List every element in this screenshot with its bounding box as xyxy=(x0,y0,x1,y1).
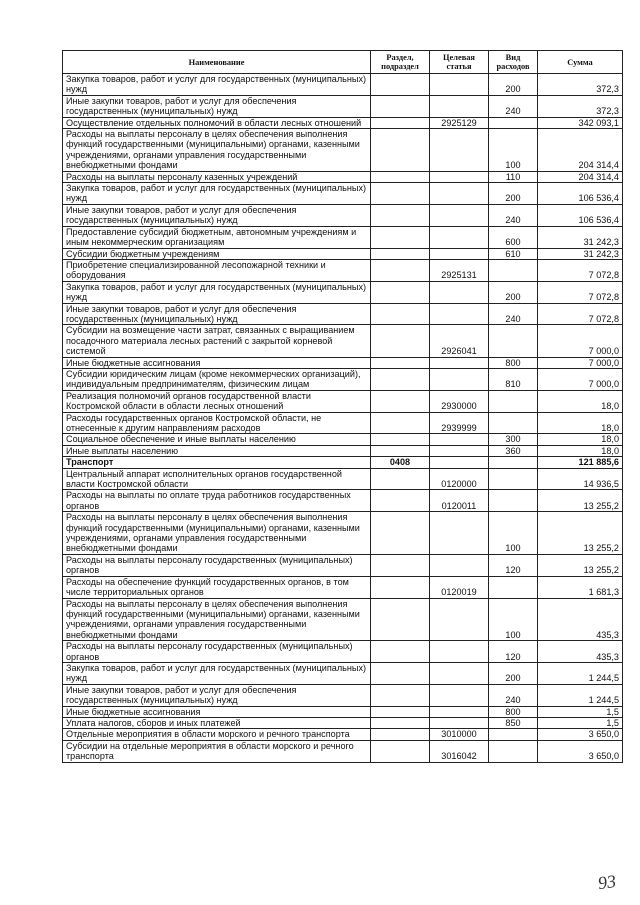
cell-target xyxy=(430,512,489,555)
cell-sum: 435,3 xyxy=(538,598,623,641)
table-row xyxy=(63,554,623,576)
cell-type: 850 xyxy=(489,717,538,728)
cell-name: Субсидии юридическим лицам (кроме некоммерческих организаций), индивидуальным предпринимателям, физическим лицам xyxy=(63,368,371,390)
cell-sum: 1 244,5 xyxy=(538,684,623,706)
table-row xyxy=(63,390,623,412)
cell-sum: 3 650,0 xyxy=(538,729,623,740)
cell-section xyxy=(371,95,430,117)
table-row xyxy=(63,281,623,303)
table-row xyxy=(63,706,623,717)
cell-section xyxy=(371,248,430,259)
cell-section xyxy=(371,204,430,226)
table-row xyxy=(63,684,623,706)
cell-type xyxy=(489,490,538,512)
cell-name: Закупка товаров, работ и услуг для государственных (муниципальных) нужд xyxy=(63,281,371,303)
cell-target xyxy=(430,662,489,684)
cell-target: 0120011 xyxy=(430,490,489,512)
cell-name: Приобретение специализированной лесопожарной техники и оборудования xyxy=(63,259,371,281)
table-row xyxy=(63,490,623,512)
cell-section xyxy=(371,468,430,490)
cell-section xyxy=(371,390,430,412)
cell-target xyxy=(430,95,489,117)
cell-sum: 18,0 xyxy=(538,434,623,445)
table-row xyxy=(63,204,623,226)
cell-type: 360 xyxy=(489,445,538,456)
cell-name: Иные закупки товаров, работ и услуг для обеспечения государственных (муниципальных) нужд xyxy=(63,303,371,325)
cell-sum: 13 255,2 xyxy=(538,490,623,512)
table-row xyxy=(63,468,623,490)
cell-section xyxy=(371,281,430,303)
cell-section xyxy=(371,717,430,728)
cell-type: 100 xyxy=(489,598,538,641)
cell-name: Расходы на обеспечение функций государственных органов, в том числе территориальных органов xyxy=(63,576,371,598)
cell-target: 2926041 xyxy=(430,325,489,357)
cell-target xyxy=(430,434,489,445)
cell-name: Расходы на выплаты по оплате труда работников государственных органов xyxy=(63,490,371,512)
cell-section xyxy=(371,445,430,456)
cell-name: Расходы на выплаты персоналу государственных (муниципальных) органов xyxy=(63,554,371,576)
cell-section xyxy=(371,512,430,555)
cell-type: 610 xyxy=(489,248,538,259)
cell-target: 2925131 xyxy=(430,259,489,281)
budget-table-sheet xyxy=(62,50,622,763)
cell-type: 100 xyxy=(489,129,538,172)
cell-type: 100 xyxy=(489,512,538,555)
cell-type xyxy=(489,117,538,128)
cell-section xyxy=(371,740,430,762)
cell-type: 240 xyxy=(489,204,538,226)
cell-section xyxy=(371,662,430,684)
cell-sum: 435,3 xyxy=(538,641,623,663)
cell-name: Осуществление отдельных полномочий в области лесных отношений xyxy=(63,117,371,128)
cell-sum: 1,5 xyxy=(538,717,623,728)
cell-type xyxy=(489,729,538,740)
cell-target: 0120019 xyxy=(430,576,489,598)
cell-name: Центральный аппарат исполнительных органов государственной власти Костромской области xyxy=(63,468,371,490)
cell-type: 200 xyxy=(489,662,538,684)
cell-section xyxy=(371,641,430,663)
cell-sum: 18,0 xyxy=(538,390,623,412)
cell-target xyxy=(430,554,489,576)
cell-section xyxy=(371,183,430,205)
table-row xyxy=(63,412,623,434)
table-row xyxy=(63,248,623,259)
cell-sum: 18,0 xyxy=(538,412,623,434)
cell-section xyxy=(371,412,430,434)
header-sum: Сумма xyxy=(538,51,623,74)
cell-target xyxy=(430,129,489,172)
table-row xyxy=(63,598,623,641)
cell-target xyxy=(430,457,489,468)
cell-type: 800 xyxy=(489,706,538,717)
cell-name: Предоставление субсидий бюджетным, автономным учреждениям и иным некоммерческим организациям xyxy=(63,226,371,248)
table-row xyxy=(63,129,623,172)
header-name: Наименование xyxy=(63,51,371,74)
cell-sum: 7 072,8 xyxy=(538,303,623,325)
cell-name: Иные закупки товаров, работ и услуг для обеспечения государственных (муниципальных) нужд xyxy=(63,95,371,117)
cell-target xyxy=(430,183,489,205)
cell-sum: 1 681,3 xyxy=(538,576,623,598)
cell-type xyxy=(489,740,538,762)
cell-sum: 13 255,2 xyxy=(538,512,623,555)
cell-sum: 121 885,6 xyxy=(538,457,623,468)
cell-sum: 342 093,1 xyxy=(538,117,623,128)
cell-type: 300 xyxy=(489,434,538,445)
cell-name: Транспорт xyxy=(63,457,371,468)
table-row xyxy=(63,445,623,456)
table-row xyxy=(63,368,623,390)
cell-sum: 372,3 xyxy=(538,95,623,117)
cell-section xyxy=(371,303,430,325)
cell-target xyxy=(430,281,489,303)
cell-type: 200 xyxy=(489,74,538,96)
table-row xyxy=(63,740,623,762)
cell-type: 120 xyxy=(489,554,538,576)
table-row xyxy=(63,171,623,182)
cell-name: Расходы на выплаты персоналу в целях обеспечения выполнения функций государственными (муниципальными) органами, казенными учреждениями, органами управления государственными внебюджетными фондами xyxy=(63,129,371,172)
cell-sum: 7 000,0 xyxy=(538,368,623,390)
cell-target: 2930000 xyxy=(430,390,489,412)
table-row xyxy=(63,117,623,128)
cell-section: 0408 xyxy=(371,457,430,468)
table-row xyxy=(63,457,623,468)
cell-target: 2925129 xyxy=(430,117,489,128)
table-row xyxy=(63,183,623,205)
cell-type xyxy=(489,390,538,412)
table-row xyxy=(63,662,623,684)
cell-type: 240 xyxy=(489,303,538,325)
cell-sum: 7 000,0 xyxy=(538,325,623,357)
cell-type xyxy=(489,412,538,434)
table-row xyxy=(63,303,623,325)
cell-target xyxy=(430,706,489,717)
cell-section xyxy=(371,554,430,576)
cell-target xyxy=(430,74,489,96)
cell-sum: 31 242,3 xyxy=(538,248,623,259)
table-row xyxy=(63,576,623,598)
table-row xyxy=(63,717,623,728)
cell-sum: 13 255,2 xyxy=(538,554,623,576)
cell-name: Расходы на выплаты персоналу в целях обеспечения выполнения функций государственными (муниципальными) органами, казенными учреждениями, органами управления государственными внебюджетными фондами xyxy=(63,512,371,555)
header-target: Целевая статья xyxy=(430,51,489,74)
table-row xyxy=(63,325,623,357)
cell-type xyxy=(489,576,538,598)
cell-name: Расходы на выплаты персоналу государственных (муниципальных) органов xyxy=(63,641,371,663)
cell-sum: 3 650,0 xyxy=(538,740,623,762)
cell-target: 2939999 xyxy=(430,412,489,434)
table-row xyxy=(63,434,623,445)
cell-name: Закупка товаров, работ и услуг для государственных (муниципальных) нужд xyxy=(63,183,371,205)
cell-target xyxy=(430,684,489,706)
cell-type: 600 xyxy=(489,226,538,248)
cell-section xyxy=(371,684,430,706)
table-row xyxy=(63,729,623,740)
cell-name: Субсидии на возмещение части затрат, связанных с выращиванием посадочного материала лесных растений с закрытой корневой системой xyxy=(63,325,371,357)
cell-sum: 31 242,3 xyxy=(538,226,623,248)
cell-target xyxy=(430,303,489,325)
table-row xyxy=(63,357,623,368)
cell-name: Расходы государственных органов Костромской области, не отнесенные к другим направлениям расходов xyxy=(63,412,371,434)
cell-name: Закупка товаров, работ и услуг для государственных (муниципальных) нужд xyxy=(63,74,371,96)
cell-target xyxy=(430,248,489,259)
cell-type: 120 xyxy=(489,641,538,663)
cell-name: Иные выплаты населению xyxy=(63,445,371,456)
cell-name: Отдельные мероприятия в области морского и речного транспорта xyxy=(63,729,371,740)
cell-type: 200 xyxy=(489,183,538,205)
cell-name: Закупка товаров, работ и услуг для государственных (муниципальных) нужд xyxy=(63,662,371,684)
cell-section xyxy=(371,117,430,128)
cell-target xyxy=(430,357,489,368)
cell-section xyxy=(371,325,430,357)
cell-target: 0120000 xyxy=(430,468,489,490)
budget-table xyxy=(62,50,623,763)
cell-target: 3016042 xyxy=(430,740,489,762)
cell-type xyxy=(489,325,538,357)
cell-type: 110 xyxy=(489,171,538,182)
cell-name: Иные бюджетные ассигнования xyxy=(63,357,371,368)
cell-section xyxy=(371,171,430,182)
cell-name: Расходы на выплаты персоналу казенных учреждений xyxy=(63,171,371,182)
cell-sum: 7 072,8 xyxy=(538,281,623,303)
cell-name: Расходы на выплаты персоналу в целях обеспечения выполнения функций государственными (муниципальными) органами, казенными учреждениями, органами управления государственными внебюджетными фондами xyxy=(63,598,371,641)
cell-target xyxy=(430,171,489,182)
cell-target xyxy=(430,368,489,390)
cell-section xyxy=(371,74,430,96)
table-row xyxy=(63,641,623,663)
cell-name: Иные бюджетные ассигнования xyxy=(63,706,371,717)
table-header-row xyxy=(63,51,623,74)
table-body xyxy=(63,74,623,763)
table-row xyxy=(63,226,623,248)
cell-name: Реализация полномочий органов государственной власти Костромской области в области лесных отношений xyxy=(63,390,371,412)
cell-type: 810 xyxy=(489,368,538,390)
cell-section xyxy=(371,368,430,390)
table-row xyxy=(63,95,623,117)
cell-type: 800 xyxy=(489,357,538,368)
cell-target xyxy=(430,204,489,226)
cell-sum: 372,3 xyxy=(538,74,623,96)
cell-sum: 1,5 xyxy=(538,706,623,717)
cell-name: Иные закупки товаров, работ и услуг для обеспечения государственных (муниципальных) нужд xyxy=(63,204,371,226)
cell-section xyxy=(371,598,430,641)
cell-section xyxy=(371,490,430,512)
table-row xyxy=(63,74,623,96)
cell-name: Социальное обеспечение и иные выплаты населению xyxy=(63,434,371,445)
cell-target xyxy=(430,598,489,641)
cell-target xyxy=(430,445,489,456)
cell-sum: 1 244,5 xyxy=(538,662,623,684)
cell-type: 240 xyxy=(489,684,538,706)
cell-target xyxy=(430,717,489,728)
cell-section xyxy=(371,226,430,248)
cell-section xyxy=(371,259,430,281)
cell-name: Субсидии бюджетным учреждениям xyxy=(63,248,371,259)
table-row xyxy=(63,259,623,281)
cell-section xyxy=(371,434,430,445)
cell-sum: 18,0 xyxy=(538,445,623,456)
cell-sum: 204 314,4 xyxy=(538,129,623,172)
cell-name: Субсидии на отдельные мероприятия в области морского и речного транспорта xyxy=(63,740,371,762)
cell-sum: 7 000,0 xyxy=(538,357,623,368)
cell-section xyxy=(371,706,430,717)
cell-sum: 204 314,4 xyxy=(538,171,623,182)
cell-type xyxy=(489,457,538,468)
cell-section xyxy=(371,576,430,598)
cell-target xyxy=(430,226,489,248)
cell-type xyxy=(489,259,538,281)
cell-target xyxy=(430,641,489,663)
table-row xyxy=(63,512,623,555)
cell-section xyxy=(371,729,430,740)
header-section: Раздел, подраздел xyxy=(371,51,430,74)
cell-sum: 106 536,4 xyxy=(538,204,623,226)
cell-name: Иные закупки товаров, работ и услуг для обеспечения государственных (муниципальных) нужд xyxy=(63,684,371,706)
cell-type: 240 xyxy=(489,95,538,117)
cell-target: 3010000 xyxy=(430,729,489,740)
cell-name: Уплата налогов, сборов и иных платежей xyxy=(63,717,371,728)
cell-section xyxy=(371,129,430,172)
cell-type xyxy=(489,468,538,490)
cell-section xyxy=(371,357,430,368)
cell-type: 200 xyxy=(489,281,538,303)
page-number: 93 xyxy=(596,870,618,894)
header-type: Вид расходов xyxy=(489,51,538,74)
cell-sum: 14 936,5 xyxy=(538,468,623,490)
cell-sum: 7 072,8 xyxy=(538,259,623,281)
cell-sum: 106 536,4 xyxy=(538,183,623,205)
